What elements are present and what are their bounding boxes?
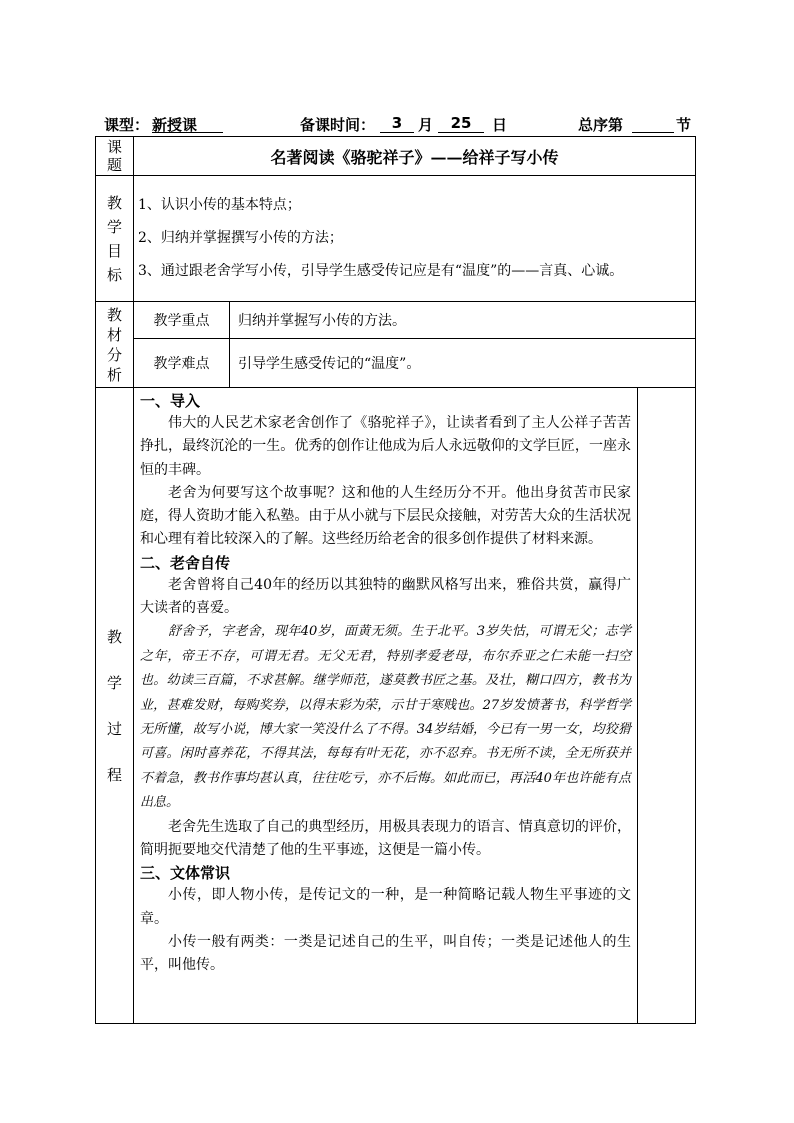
prep-month: 3 (380, 114, 414, 133)
prep-day: 25 (438, 114, 484, 133)
goals-label: 教 学 目 标 (96, 176, 134, 302)
lesson-plan-table (95, 136, 696, 1024)
section-heading: 二、老舍自传 (140, 553, 231, 572)
section-heading: 一、导入 (140, 392, 201, 410)
autobiography-quote: 舒舍予，字老舍，现年40岁，面黄无须。生于北平。3岁失怙，可谓无父；志学之年，帝王不存，可谓无君。无父无君，特别孝爱老母，布尔乔亚之仁未能一扫空也。幼读三百篇，不求甚解。继学师范，遂莫教书匠之基。及壮，糊口四方，教书为业，甚难发财，每购奖券，以得末彩为荣，示甘于寒贱也。27岁发愤著书，科学哲学无所懂，故写小说，博大家一笑没什么了不得。34岁结婚，今已有一男一女，均狡猾可喜。闲时喜养花，不得其法，每每有叶无花，亦不忍弃。书无所不读，全无所获并不着急，教书作事均甚认真，往往吃亏，亦不后悔。如此而已，再活40年也许能有点出息。 (140, 624, 631, 811)
goal-item: 1、认识小传的基本特点； (138, 197, 301, 213)
sequence-value (632, 114, 674, 133)
goals-row (96, 176, 696, 302)
prep-month-unit: 月 (418, 116, 434, 134)
analysis-label: 教 材 分 析 (96, 302, 134, 388)
lesson-header (104, 114, 694, 136)
notes-column (638, 388, 696, 1024)
section-heading: 三、文体常识 (140, 864, 231, 883)
lesson-type-label: 课型： (104, 116, 150, 134)
lesson-title: 名著阅读《骆驼祥子》——给祥子写小传 (134, 137, 696, 176)
process-content (134, 388, 638, 1024)
goal-item: 2、归纳并掌握撰写小传的方法； (138, 230, 343, 246)
lesson-type-value: 新授课 (152, 114, 223, 133)
prep-time-label: 备课时间： (300, 116, 376, 134)
sequence-unit: 节 (676, 116, 692, 134)
paragraph: 小传一般有两类：一类是记述自己的生平，叫自传；一类是记述他人的生平，叫他传。 (140, 933, 631, 974)
goal-item: 3、通过跟老舍学写小传，引导学生感受传记应是有“温度”的——言真、心诚。 (138, 263, 624, 279)
sequence-label: 总序第 (578, 116, 624, 134)
paragraph: 老舍为何要写这个故事呢？这和他的人生经历分不开。他出身贫苦市民家庭，得人资助才能入私塾。由于从小就与下层民众接触，对劳苦大众的生活状况和心理有着比较深入的了解。这些经历给老舍的很多创作提供了材料来源。 (140, 484, 631, 548)
process-label: 教 学 过 程 (96, 388, 134, 1024)
paragraph: 伟大的人民艺术家老舍创作了《骆驼祥子》，让读者看到了主人公祥子苦苦挣扎，最终沉沦的一生。优秀的创作让他成为后人永远敬仰的文学巨匠，一座永恒的丰碑。 (140, 415, 631, 478)
key-point-row (96, 302, 696, 339)
topic-label: 课 题 (96, 137, 134, 176)
prep-day-unit: 日 (492, 116, 508, 134)
key-point-label: 教学重点 (134, 302, 230, 339)
key-point-value: 归纳并掌握写小传的方法。 (230, 302, 696, 339)
process-row (96, 388, 696, 1024)
paragraph: 老舍先生选取了自己的典型经历，用极具表现力的语言、情真意切的评价，简明扼要地交代清楚了他的生平事迹，这便是一篇小传。 (140, 818, 631, 858)
topic-row (96, 137, 696, 176)
difficulty-label: 教学难点 (134, 339, 230, 388)
goals-content (134, 176, 696, 302)
difficulty-value: 引导学生感受传记的“温度”。 (230, 339, 696, 388)
paragraph: 老舍曾将自己40年的经历以其独特的幽默风格写出来，雅俗共赏，赢得广大读者的喜爱。 (140, 576, 631, 617)
paragraph: 小传，即人物小传，是传记文的一种，是一种简略记载人物生平事迹的文章。 (140, 887, 631, 927)
difficulty-row (96, 339, 696, 388)
